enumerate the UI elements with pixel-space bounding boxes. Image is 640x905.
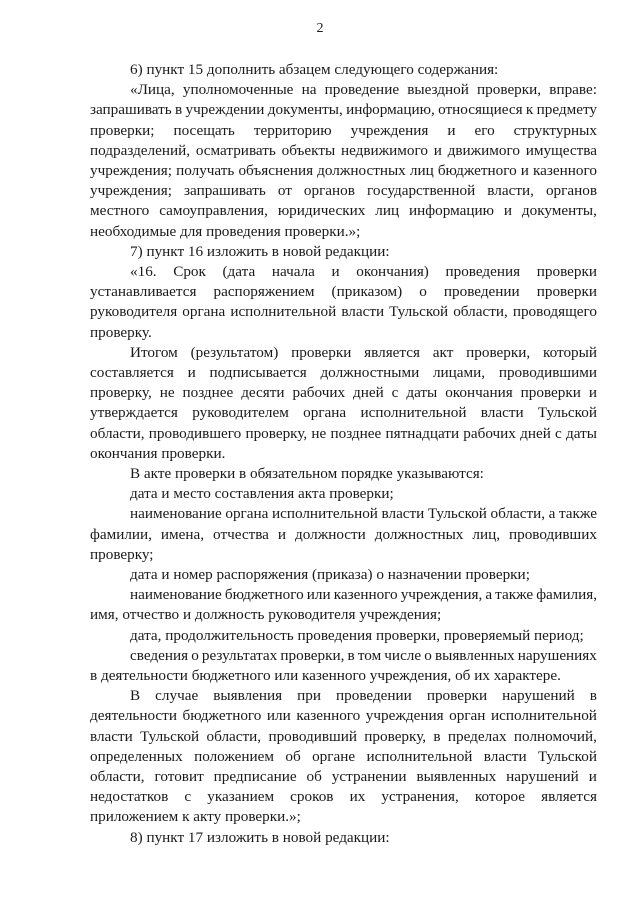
text-line: необходимые для проведения проверки.»; [90, 222, 361, 240]
word: информацию [409, 202, 494, 220]
word: информацию, [346, 101, 435, 119]
word: о [424, 646, 432, 664]
text-line [90, 525, 597, 544]
word: документы, [521, 202, 597, 220]
word: об [285, 747, 301, 765]
word: подразделений, [90, 141, 191, 159]
word: является [541, 788, 597, 806]
text-line: В акте проверки в обязательном порядке указываются: [130, 465, 484, 482]
word: о [419, 283, 427, 301]
word: проверки; [90, 121, 155, 139]
text-line: имя, отчество и должность руководителя учреждения; [90, 606, 442, 624]
word: самоуправления, [159, 202, 268, 220]
word: начала [271, 263, 315, 280]
word: учреждения; [90, 182, 172, 200]
word: а [485, 586, 493, 604]
word: в [589, 687, 597, 705]
word: проверку, [245, 424, 308, 442]
word: проводившего [148, 424, 242, 442]
word: пределах [447, 727, 507, 745]
word: случае [155, 687, 199, 705]
word: рабочих [292, 384, 346, 402]
word: и [433, 141, 442, 159]
text-line: окончания проверки. [90, 444, 226, 462]
text-line: дата и номер распоряжения (приказа) о назначении проверки; [130, 566, 530, 583]
text-line [90, 767, 597, 786]
word: орган [449, 707, 486, 725]
word: устанавливается [90, 283, 197, 301]
text-line [130, 585, 597, 604]
word: и [520, 162, 529, 179]
word: выездной [407, 81, 469, 99]
word: положением [194, 747, 275, 765]
word: власти [341, 303, 385, 321]
word: бюджетного [437, 162, 517, 179]
word: имущества [525, 141, 597, 159]
word: выявленных [434, 646, 515, 664]
word: области, [206, 727, 262, 745]
word: запрашивать [184, 182, 266, 200]
word: лицами, [432, 364, 486, 381]
word: является [364, 343, 420, 361]
word: дней [520, 424, 551, 442]
word: фамилии, [90, 525, 152, 543]
word: казенного [333, 586, 398, 604]
text-line [130, 262, 597, 281]
word: Тульской [389, 303, 449, 321]
word: которое [474, 788, 526, 806]
word: власти [90, 727, 133, 745]
text-line: дата и место составления акта проверки; [130, 485, 394, 503]
word: недвижимого [340, 141, 428, 159]
word: проверки [520, 384, 581, 402]
word: проверки, [280, 646, 345, 664]
word: проверки, [477, 81, 542, 99]
text-line [130, 504, 597, 523]
word: структурных [513, 121, 597, 139]
word: пятнадцати [385, 424, 460, 442]
word: территорию [253, 121, 332, 139]
word: также [558, 505, 597, 523]
word: проводивший [268, 727, 357, 745]
word: учреждении [185, 101, 265, 119]
word: позднее [182, 384, 234, 402]
word: лиц [409, 162, 434, 179]
word: в [347, 646, 355, 664]
word: деятельности [90, 707, 177, 725]
word: движимого [447, 141, 520, 159]
word: органов [303, 182, 355, 200]
word: области, [90, 424, 145, 442]
word: лиц, [472, 525, 501, 543]
word: осматривать [195, 141, 276, 159]
word: органа [303, 404, 347, 422]
word: определенных [90, 747, 183, 765]
word: устранения, [381, 788, 459, 806]
word: исполнительной [230, 303, 337, 321]
word: который [543, 343, 597, 361]
word: и [447, 121, 456, 139]
word: (дата [222, 263, 256, 280]
word: проведение [324, 81, 400, 99]
word: юридических [277, 202, 366, 220]
word: органа [182, 303, 226, 321]
word: исполнительной [490, 707, 597, 725]
word: предписание [213, 768, 297, 785]
word: а [548, 505, 556, 523]
word: проверки [426, 687, 488, 705]
text-line [90, 363, 597, 382]
word: исполнительной [366, 747, 473, 765]
text-line [90, 727, 597, 746]
word: учреждения, [400, 586, 483, 604]
word: распоряжением [213, 283, 315, 301]
word: «16. [130, 263, 157, 280]
word: также [495, 586, 534, 604]
text-line [90, 424, 597, 443]
word: сведения [130, 646, 189, 664]
word: власти [480, 404, 524, 422]
word: утверждается [90, 404, 178, 422]
word: объяснения [238, 162, 314, 179]
word: проведения [445, 263, 521, 280]
word: посещать [173, 121, 235, 139]
word: власти [483, 747, 527, 765]
word: объекты [281, 141, 336, 159]
word: должностных [374, 525, 464, 543]
word: лиц [375, 202, 400, 220]
word: исполнительной [360, 404, 467, 422]
word: наименование [130, 505, 222, 523]
text-line [90, 121, 597, 140]
word: не [159, 384, 175, 402]
word: в [175, 101, 183, 119]
word: и [503, 202, 512, 220]
word: позднее [330, 424, 382, 442]
word: сроков [290, 788, 334, 806]
page-number: 2 [316, 21, 324, 36]
word: о [191, 646, 199, 664]
word: руководителем [192, 404, 289, 422]
word: нарушений [506, 768, 579, 785]
word: или [266, 707, 291, 725]
word: проверки, [466, 343, 531, 361]
word: проверку, [90, 384, 152, 402]
text-line [90, 302, 597, 321]
word: Тульской [140, 727, 200, 745]
text-line: проверку; [90, 545, 154, 563]
word: государственной [367, 182, 476, 200]
word: и [187, 364, 196, 381]
word: нарушениях [517, 646, 597, 664]
word: органе [312, 747, 356, 765]
word: составляется [90, 364, 174, 381]
word: или [306, 586, 331, 604]
text-line [130, 686, 597, 705]
word: запрашивать [90, 101, 172, 119]
word: органов [545, 182, 597, 200]
word: органа [225, 505, 269, 523]
word: документы, [267, 101, 343, 119]
word: том [357, 646, 382, 664]
word: «Лица, [130, 81, 175, 99]
word: выявления [213, 687, 283, 705]
word: фамилия, [536, 586, 597, 604]
text-line [90, 282, 597, 301]
word: к [525, 101, 534, 119]
word: Итогом [130, 343, 178, 361]
text-line [90, 141, 597, 160]
text-line [90, 747, 597, 766]
word: области, [453, 303, 508, 321]
text-line [130, 80, 597, 99]
word: и [277, 525, 287, 543]
word: проверки [536, 263, 597, 280]
word: нарушений [502, 687, 575, 705]
word: должности [295, 525, 366, 543]
word: и [588, 384, 597, 402]
text-line [130, 646, 597, 665]
word: власти, [487, 182, 534, 200]
word: окончания [445, 384, 513, 402]
word: получать [176, 162, 235, 179]
word: даты [406, 384, 438, 402]
text-line [90, 201, 597, 220]
word: Тульской [537, 404, 597, 422]
word: десяти [241, 384, 285, 402]
word: предмету [536, 101, 597, 119]
text-line [90, 181, 597, 200]
word: исполнительной [271, 505, 378, 523]
word: при [297, 687, 321, 705]
word: учреждения; [90, 162, 172, 179]
word: его [474, 121, 495, 139]
text-line: проверку. [90, 323, 152, 341]
word: относящиеся [438, 101, 523, 119]
word: проверки [536, 283, 597, 301]
word: уполномоченные [182, 81, 294, 99]
word: полномочий, [513, 727, 597, 745]
word: не [311, 424, 327, 442]
word: от [277, 182, 292, 200]
text-line: 6) пункт 15 дополнить абзацем следующего содержания: [130, 61, 499, 78]
word: проводившими [498, 364, 597, 381]
text-line [90, 100, 597, 119]
word: устранении [331, 768, 407, 785]
word: проведении [443, 283, 520, 301]
word: в [433, 727, 441, 745]
text-line [90, 403, 597, 422]
word: Тульской [427, 505, 487, 523]
word: проводивших [508, 525, 597, 543]
word: с [184, 788, 192, 806]
word: проводящего [512, 303, 597, 321]
word: вправе: [549, 81, 597, 99]
word: наименование [130, 586, 222, 604]
word: проведении [336, 687, 412, 705]
text-line [130, 343, 597, 362]
word: проверки [291, 343, 352, 361]
text-line [90, 787, 597, 806]
word: имена, [160, 525, 205, 543]
word: указанием [207, 788, 275, 806]
word: бюджетного [182, 707, 262, 725]
text-line [90, 706, 597, 725]
word: с [391, 384, 399, 402]
word: акт [432, 343, 454, 361]
text-line: приложением к акту проверки.»; [90, 808, 301, 826]
text-line [90, 383, 597, 402]
word: руководителя [90, 303, 178, 321]
word: (приказом) [331, 283, 403, 301]
word: учреждения [350, 121, 429, 139]
word: местного [90, 202, 150, 220]
word: отчества [213, 525, 269, 543]
word: и [331, 263, 340, 280]
word: дней [353, 384, 384, 402]
word: на [301, 81, 317, 99]
text-line: в деятельности бюджетного или казенного учреждения, об их характере. [90, 667, 561, 684]
word: даты [566, 424, 597, 442]
word: Тульской [537, 747, 597, 765]
word: бюджетного [224, 586, 304, 604]
word: об [306, 768, 322, 785]
word: их [349, 788, 366, 806]
word: В [130, 687, 141, 705]
word: выявленных [416, 768, 497, 785]
text-line: дата, продолжительность проведения проверки, проверяемый период; [130, 626, 584, 644]
word: (результатом) [190, 343, 279, 361]
word: подписывается [209, 364, 307, 381]
word: власти [381, 505, 425, 523]
word: области, [90, 768, 145, 785]
word: Срок [173, 263, 206, 280]
word: и [588, 768, 597, 785]
word: учреждения [365, 707, 444, 725]
text-line: 7) пункт 16 изложить в новой редакции: [130, 242, 390, 260]
word: области, [490, 505, 546, 523]
text-line [90, 161, 597, 180]
word: казенного [296, 707, 361, 725]
word: результатах [201, 646, 278, 664]
word: должностными [320, 364, 420, 381]
word: казенного [533, 162, 597, 179]
word: с [555, 424, 562, 442]
word: окончания) [356, 263, 429, 280]
word: числе [384, 646, 422, 664]
word: проверку, [364, 727, 427, 745]
word: недостатков [90, 788, 169, 806]
word: рабочих [463, 424, 516, 442]
text-line: 8) пункт 17 изложить в новой редакции: [130, 828, 390, 846]
word: готовит [154, 768, 204, 785]
word: должностных [317, 162, 406, 179]
